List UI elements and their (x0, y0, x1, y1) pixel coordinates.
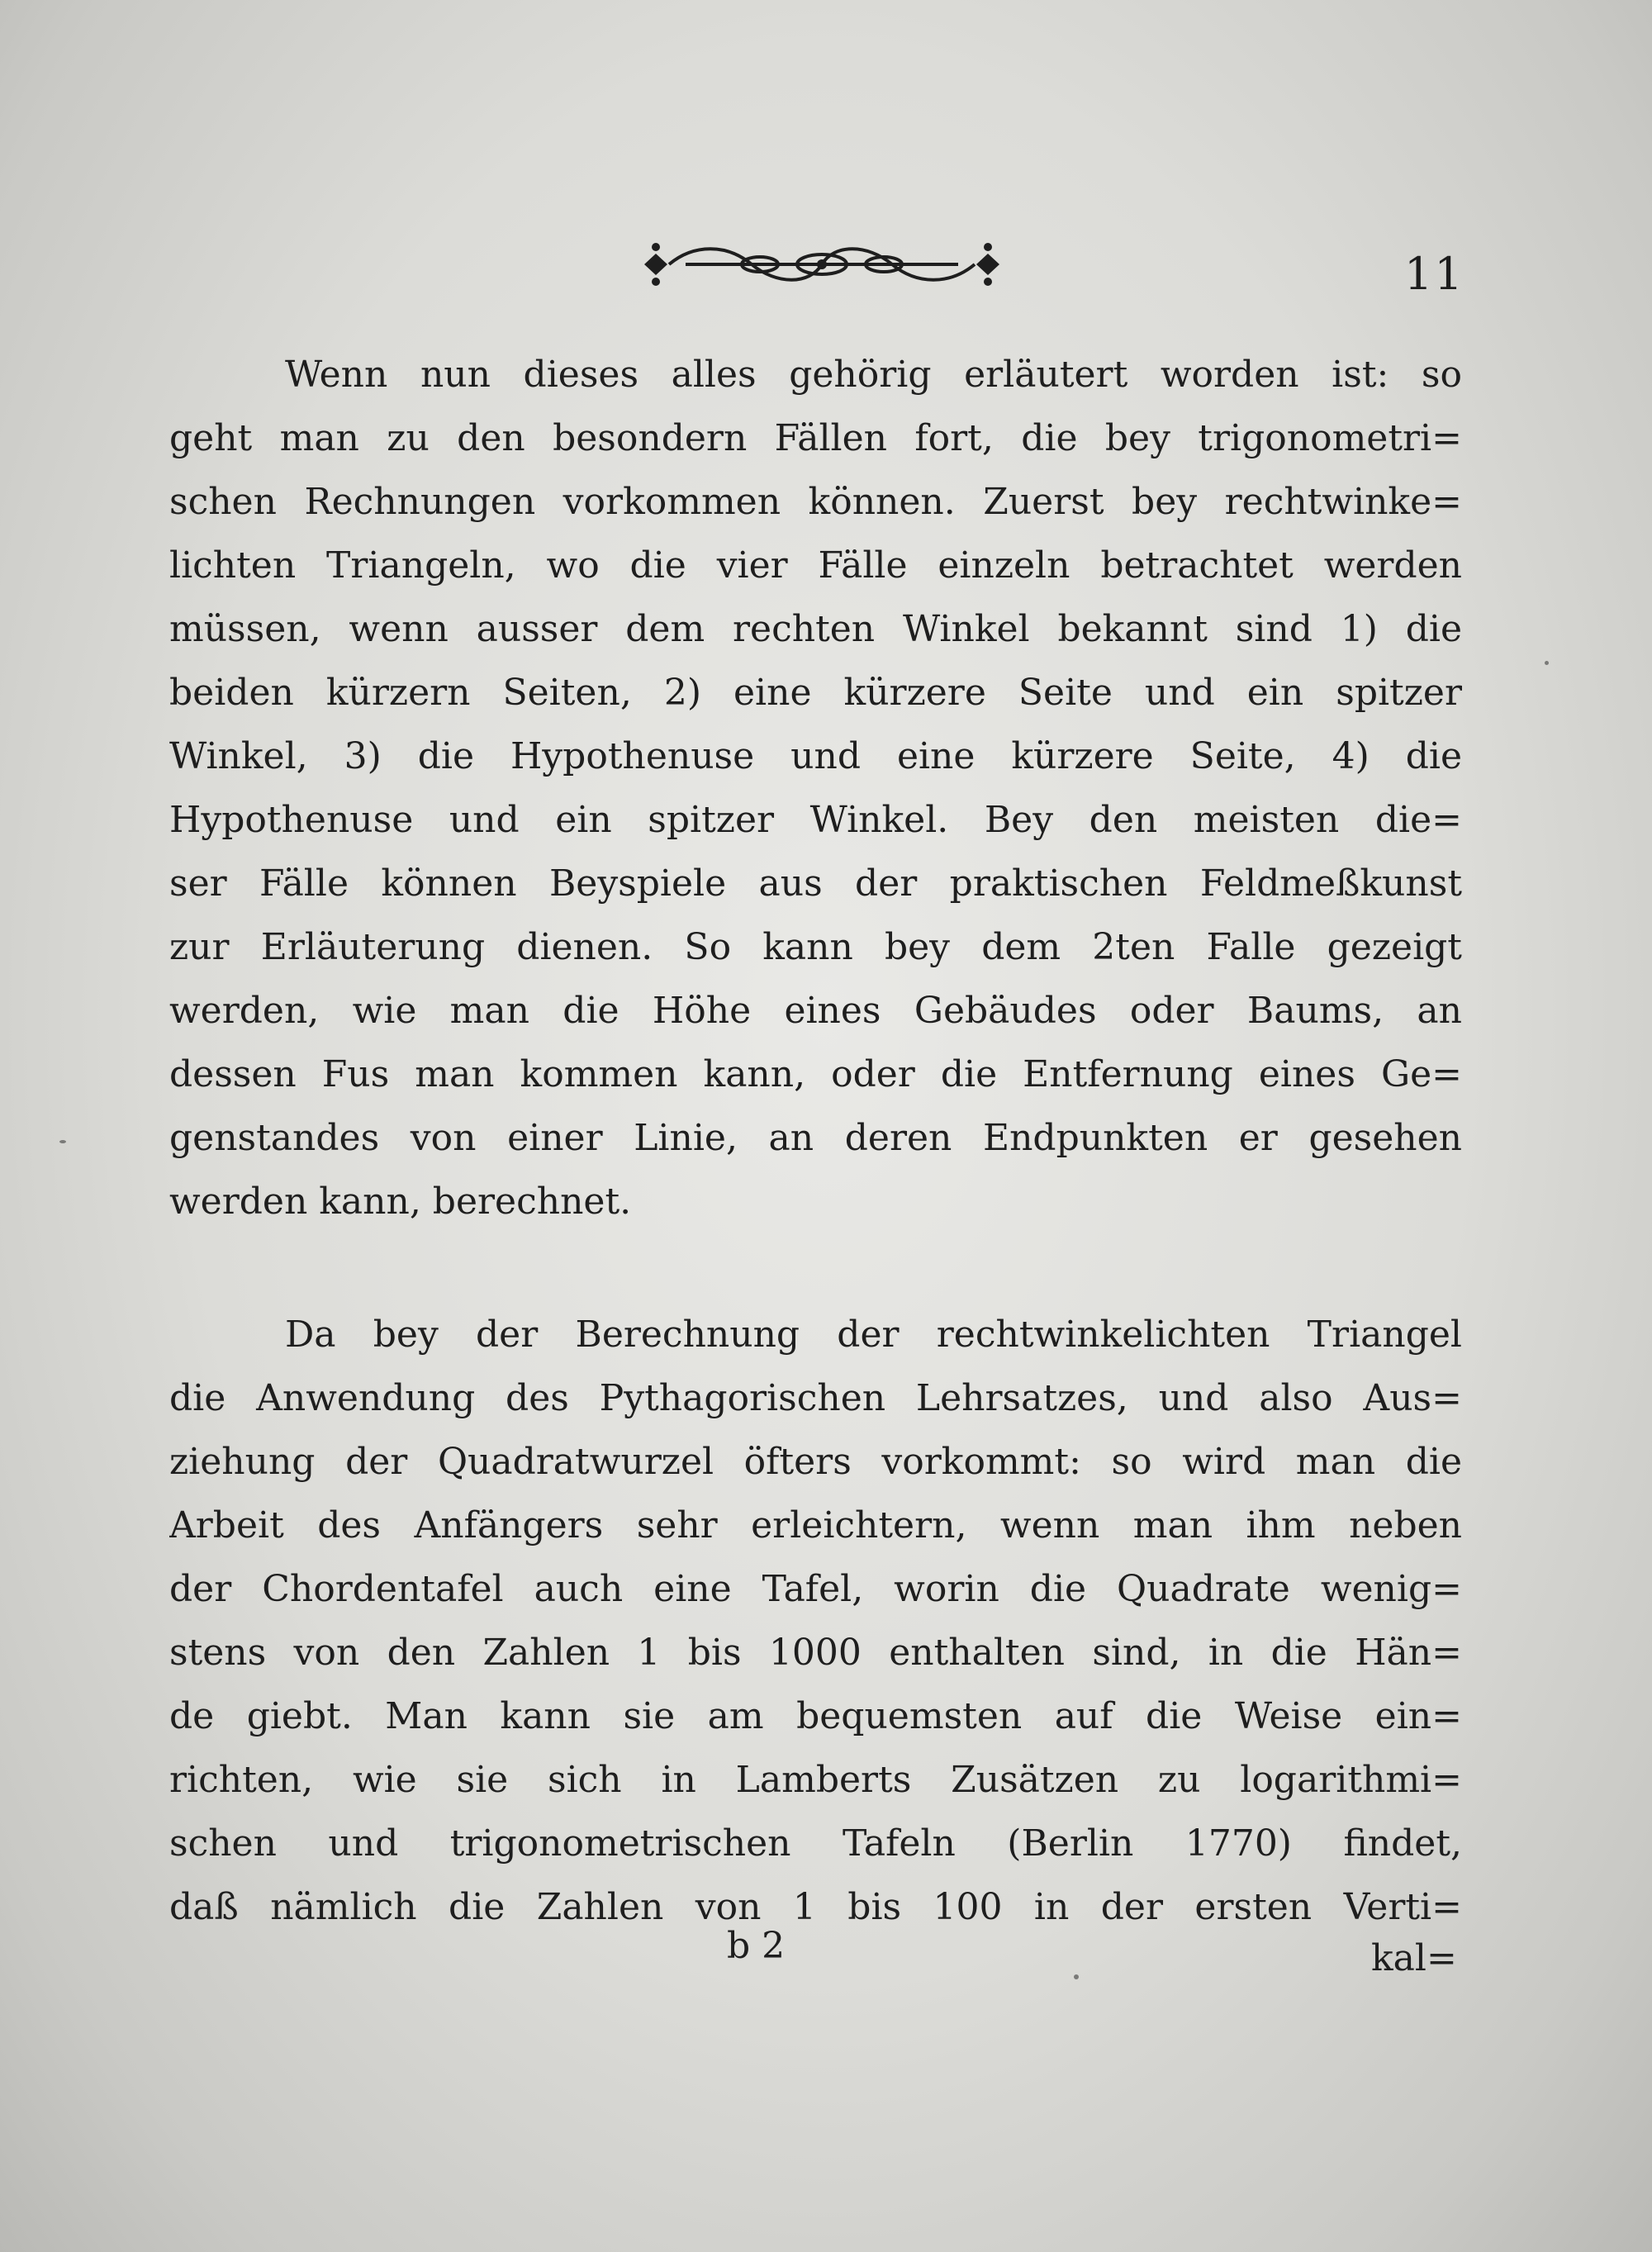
text-line: Arbeit des Anfängers sehr erleichtern, wenn man ihm neben (169, 1504, 1462, 1546)
text-line: geht man zu den besondern Fällen fort, die bey trigonometri= (169, 417, 1462, 459)
signature-mark: b 2 (727, 1925, 786, 1967)
text-line: dessen Fus man kommen kann, oder die Entfernung eines Ge= (169, 1053, 1462, 1095)
text-line: Wenn nun dieses alles gehörig erläutert worden ist: so (285, 354, 1462, 396)
text-line: schen und trigonometrischen Tafeln (Berlin 1770) findet, (169, 1822, 1462, 1865)
text-line: schen Rechnungen vorkommen können. Zuerst bey rechtwinke= (169, 481, 1462, 523)
paper-speck (59, 1140, 66, 1143)
text-line: stens von den Zahlen 1 bis 1000 enthalten sind, in die Hän= (169, 1632, 1462, 1674)
text-line: Hypothenuse und ein spitzer Winkel. Bey den meisten die= (169, 799, 1462, 841)
paper-speck (1545, 661, 1549, 665)
text-line: zur Erläuterung dienen. So kann bey dem 2ten Falle gezeigt (169, 926, 1462, 968)
text-line: beiden kürzern Seiten, 2) eine kürzere Seite und ein spitzer (169, 672, 1462, 714)
paragraph-2 (169, 1303, 1462, 1939)
text-line: die Anwendung des Pythagorischen Lehrsatzes, und also Aus= (169, 1377, 1462, 1419)
text-line: werden, wie man die Höhe eines Gebäudes oder Baums, an (169, 990, 1462, 1032)
text-line: ser Fälle können Beyspiele aus der praktischen Feldmeßkunst (169, 862, 1462, 905)
page-number: 11 (1404, 248, 1464, 300)
text-line: müssen, wenn ausser dem rechten Winkel bekannt sind 1) die (169, 608, 1462, 650)
paper-speck (1074, 1974, 1079, 1979)
text-line: genstandes von einer Linie, an deren Endpunkten er gesehen (169, 1117, 1462, 1159)
text-line: werden kann, berechnet. (169, 1181, 632, 1223)
text-line: der Chordentafel auch eine Tafel, worin die Quadrate wenig= (169, 1568, 1462, 1610)
text-line: ziehung der Quadratwurzel öfters vorkommt: so wird man die (169, 1441, 1462, 1483)
text-line: richten, wie sie sich in Lamberts Zusätzen zu logarithmi= (169, 1759, 1462, 1801)
catchword: kal= (1371, 1937, 1457, 1979)
text-line: de giebt. Man kann sie am bequemsten auf die Weise ein= (169, 1695, 1462, 1737)
text-line: Da bey der Berechnung der rechtwinkelichten Triangel (285, 1314, 1462, 1356)
text-line: Winkel, 3) die Hypothenuse und eine kürzere Seite, 4) die (169, 735, 1462, 777)
paragraph-1 (169, 343, 1462, 1233)
ornament-icon (636, 235, 1008, 293)
text-line: lichten Triangeln, wo die vier Fälle einzeln betrachtet werden (169, 544, 1462, 587)
text-line: daß nämlich die Zahlen von 1 bis 100 in der ersten Verti= (169, 1886, 1462, 1928)
